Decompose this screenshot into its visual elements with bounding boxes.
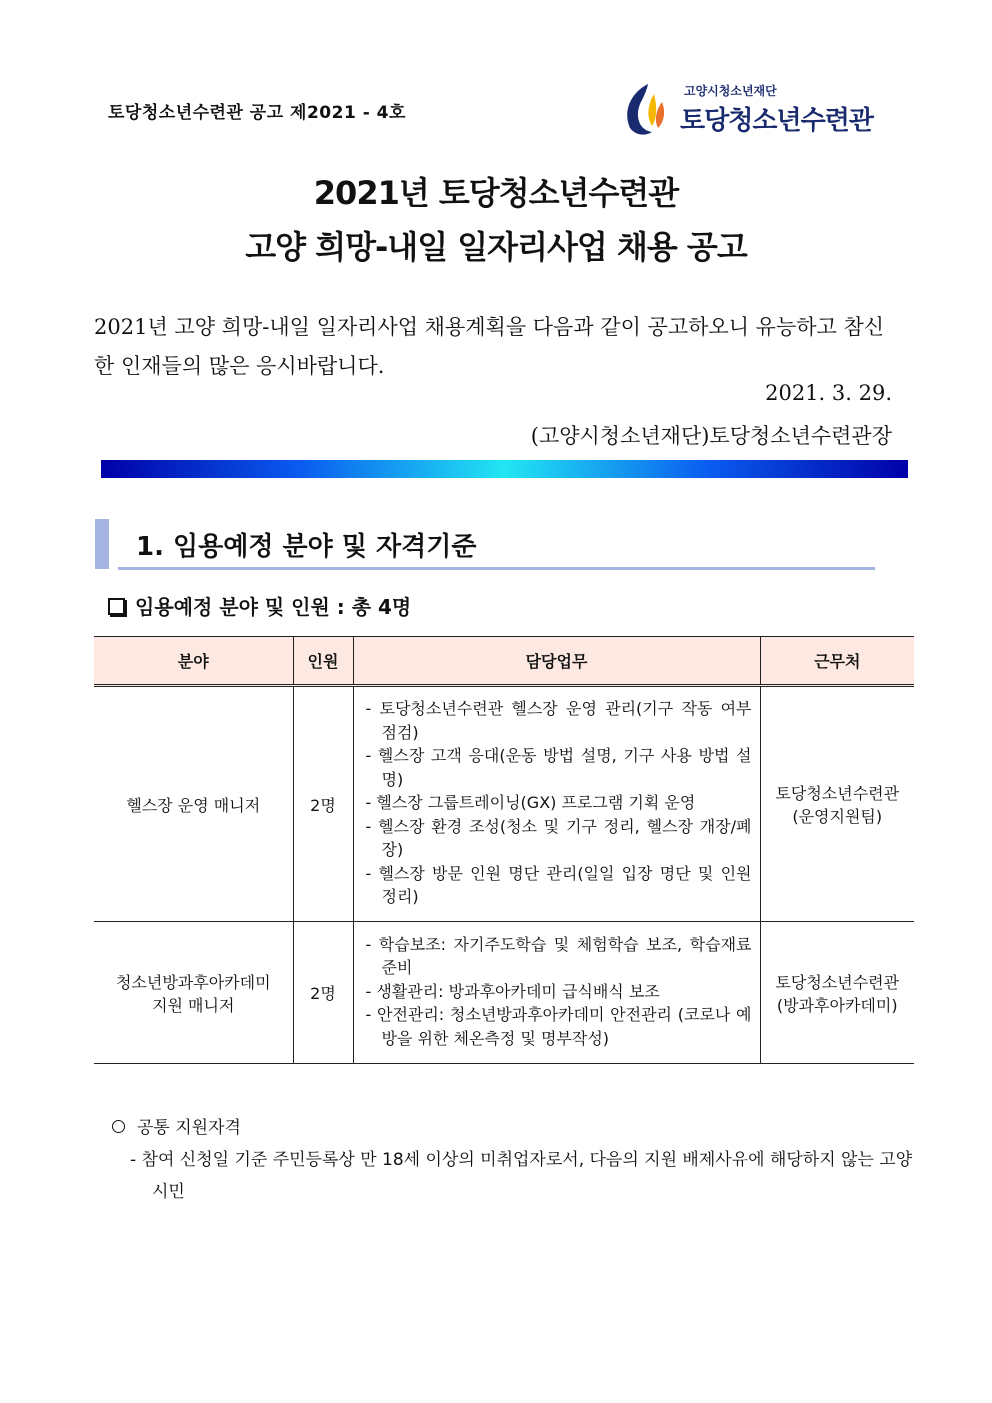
duty-item: - 생활관리: 방과후아카데미 급식배식 보조	[365, 981, 660, 1001]
duty-item: - 헬스장 고객 응대(운동 방법 설명, 기구 사용 방법 설명)	[365, 746, 752, 789]
logo-facility-name: 토당청소년수련관	[680, 106, 873, 136]
header-field: 분야	[94, 637, 293, 686]
section-title: 1. 임용예정 분야 및 자격기준	[136, 532, 477, 562]
logo-mark-icon	[618, 80, 678, 136]
count-cell: 2명	[293, 686, 353, 922]
section-accent-bar	[95, 519, 109, 569]
workplace-team: (운영지원팀)	[792, 807, 883, 826]
workplace-team: (방과후아카데미)	[776, 995, 898, 1015]
foundation-logo	[618, 78, 888, 138]
notice-signer: (고양시청소년재단)토당청소년수련관장	[530, 424, 892, 448]
section-underline	[118, 567, 875, 570]
notice-date: 2021. 3. 29.	[765, 381, 892, 405]
workplace-name: 토당청소년수련관	[775, 972, 900, 992]
header-duties: 담당업무	[353, 637, 760, 686]
common-qualification-title: 공통 지원자격	[137, 1118, 241, 1138]
checkbox-bullet-icon	[108, 598, 125, 615]
field-name-line1: 청소년방과후아카데미	[115, 972, 271, 992]
duty-item: - 헬스장 방문 인원 명단 관리(일일 입장 명단 및 인원 정리)	[365, 863, 752, 907]
field-cell	[94, 922, 293, 1064]
workplace-name: 토당청소년수련관	[775, 784, 900, 803]
workplace-cell	[760, 922, 914, 1064]
workplace-cell	[760, 686, 914, 922]
common-qualification-heading	[112, 1113, 241, 1138]
field-name-line2: 지원 매니저	[152, 995, 235, 1015]
duty-item: - 헬스장 그룹트레이닝(GX) 프로그램 기획 운영	[365, 793, 696, 813]
intro-paragraph: 2021년 고양 희망-내일 일자리사업 채용계획을 다음과 같이 공고하오니 유능하고 참신한 인재들의 많은 응시바랍니다.	[94, 315, 885, 378]
header-workplace: 근무처	[760, 637, 914, 686]
duty-item: - 토당청소년수련관 헬스장 운영 관리(기구 작동 여부 점검)	[365, 699, 752, 742]
duties-cell	[353, 686, 760, 922]
table-row	[94, 686, 914, 922]
page-title-line2: 고양 희망-내일 일자리사업 채용 공고	[245, 228, 747, 266]
table-row	[94, 922, 914, 1064]
table-header-row	[94, 637, 914, 686]
duties-cell	[353, 922, 760, 1064]
page-title-line1: 2021년 토당청소년수련관	[313, 174, 679, 212]
common-qualification-text: - 참여 신청일 기준 주민등록상 만 18세 이상의 미취업자로서, 다음의 지원 배제사유에 해당하지 않는 고양시민	[130, 1150, 913, 1202]
logo-org-name: 고양시청소년재단	[684, 84, 777, 98]
positions-subheading-text: 임용예정 분야 및 인원 : 총 4명	[135, 595, 412, 619]
notice-number: 토당청소년수련관 공고 제2021 - 4호	[108, 103, 406, 123]
gradient-divider	[101, 460, 908, 478]
field-cell: 헬스장 운영 매니저	[94, 686, 293, 922]
duty-item: - 학습보조: 자기주도학습 및 체험학습 보조, 학습재료 준비	[365, 934, 752, 978]
count-cell: 2명	[293, 922, 353, 1064]
positions-subheading	[108, 591, 411, 620]
circle-bullet-icon	[112, 1120, 125, 1133]
duty-item: - 안전관리: 청소년방과후아카데미 안전관리 (코로나 예방을 위한 체온측정 및 명부작성)	[365, 1005, 752, 1048]
duty-item: - 헬스장 환경 조성(청소 및 기구 정리, 헬스장 개장/폐장)	[365, 816, 752, 860]
header-count: 인원	[293, 637, 353, 686]
positions-table	[94, 636, 914, 1064]
